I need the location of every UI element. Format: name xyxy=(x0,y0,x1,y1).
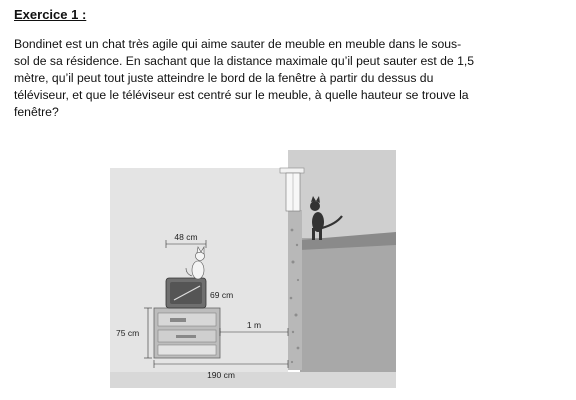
cabinet-width-label: 190 cm xyxy=(207,370,235,380)
statement-line: Bondinet est un chat très agile qui aime sauter de meuble en meuble dans le sous- xyxy=(14,37,462,51)
floor xyxy=(110,372,396,388)
exercise-statement xyxy=(14,36,566,121)
outside-sky xyxy=(288,150,396,240)
basement-figure xyxy=(110,150,396,388)
outside-ground xyxy=(300,238,396,386)
statement-line: mètre, qu’il peut tout juste atteindre le bord de la fenêtre à partir du dessus du xyxy=(14,71,434,85)
basement-illustration xyxy=(110,150,396,388)
cabinet-height-label: 75 cm xyxy=(116,328,140,338)
statement-line: téléviseur, et que le téléviseur est centré sur le meuble, à quelle hauteur se trouve la xyxy=(14,88,469,102)
statement-line: fenêtre? xyxy=(14,105,59,119)
tv-cabinet xyxy=(154,308,220,358)
gap-label: 1 m xyxy=(246,320,262,330)
tv-height-label: 69 cm xyxy=(210,290,234,300)
statement-line: sol de sa résidence. En sachant que la distance maximale qu’il peut sauter est de 1,5 xyxy=(14,54,475,68)
television xyxy=(166,278,206,308)
window-sill xyxy=(280,168,304,173)
exercise-title: Exercice 1 : xyxy=(14,7,87,22)
stone-wall xyxy=(288,210,302,370)
tv-width-label: 48 cm xyxy=(174,232,198,242)
